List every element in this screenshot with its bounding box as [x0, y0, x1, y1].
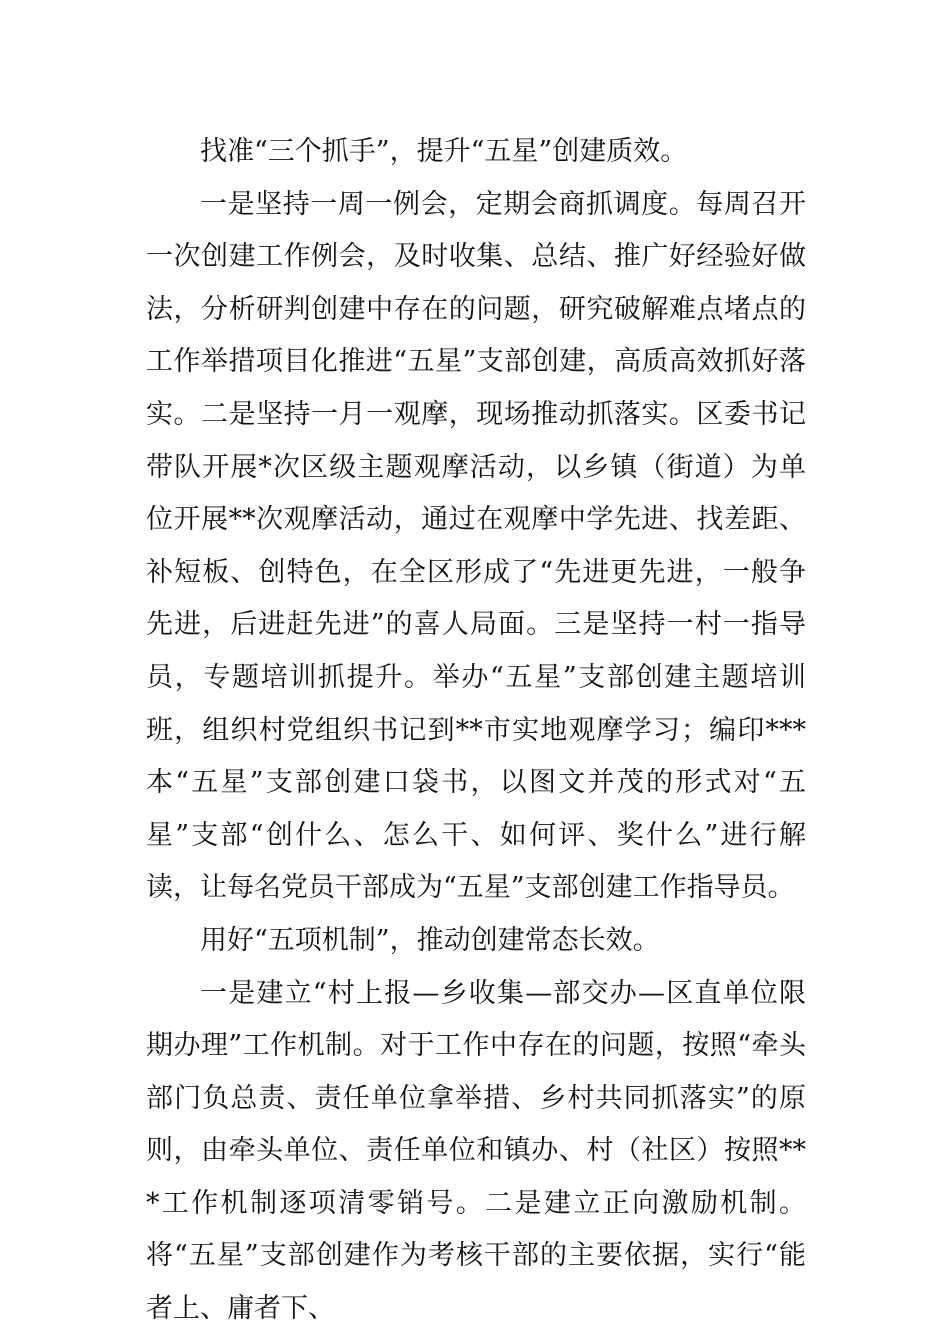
document-body	[146, 126, 806, 1336]
body-paragraph: 一是坚持一周一例会，定期会商抓调度。每周召开一次创建工作例会，及时收集、总结、推广好经验好做法，分析研判创建中存在的问题，研究破解难点堵点的工作举措项目化推进“五星”支部创建，高质高效抓好落实。二是坚持一月一观摩，现场推动抓落实。区委书记带队开展*次区级主题观摩活动，以乡镇（街道）为单位开展**次观摩活动，通过在观摩中学先进、找差距、补短板、创特色，在全区形成了“先进更先进，一般争先进，后进赶先进”的喜人局面。三是坚持一村一指导员，专题培训抓提升。举办“五星”支部创建主题培训班，组织村党组织书记到**市实地观摩学习；编印***本“五星”支部创建口袋书，以图文并茂的形式对“五星”支部“创什么、怎么干、如何评、奖什么”进行解读，让每名党员干部成为“五星”支部创建工作指导员。	[146, 188, 806, 904]
body-paragraph: 一是建立“村上报—乡收集—部交办—区直单位限期办理”工作机制。对于工作中存在的问题，按照“牵头部门负总责、责任单位拿举措、乡村共同抓落实”的原则，由牵头单位、责任单位和镇办、村（社区）按照***工作机制逐项清零销号。二是建立正向激励机制。将“五星”支部创建作为考核干部的主要依据，实行“能者上、庸者下、	[146, 977, 806, 1325]
section-heading-three-handles: 找准“三个抓手”，提升“五星”创建质效。	[200, 136, 688, 167]
section-heading-five-mechanisms: 用好“五项机制”，推动创建常态长效。	[200, 924, 660, 956]
